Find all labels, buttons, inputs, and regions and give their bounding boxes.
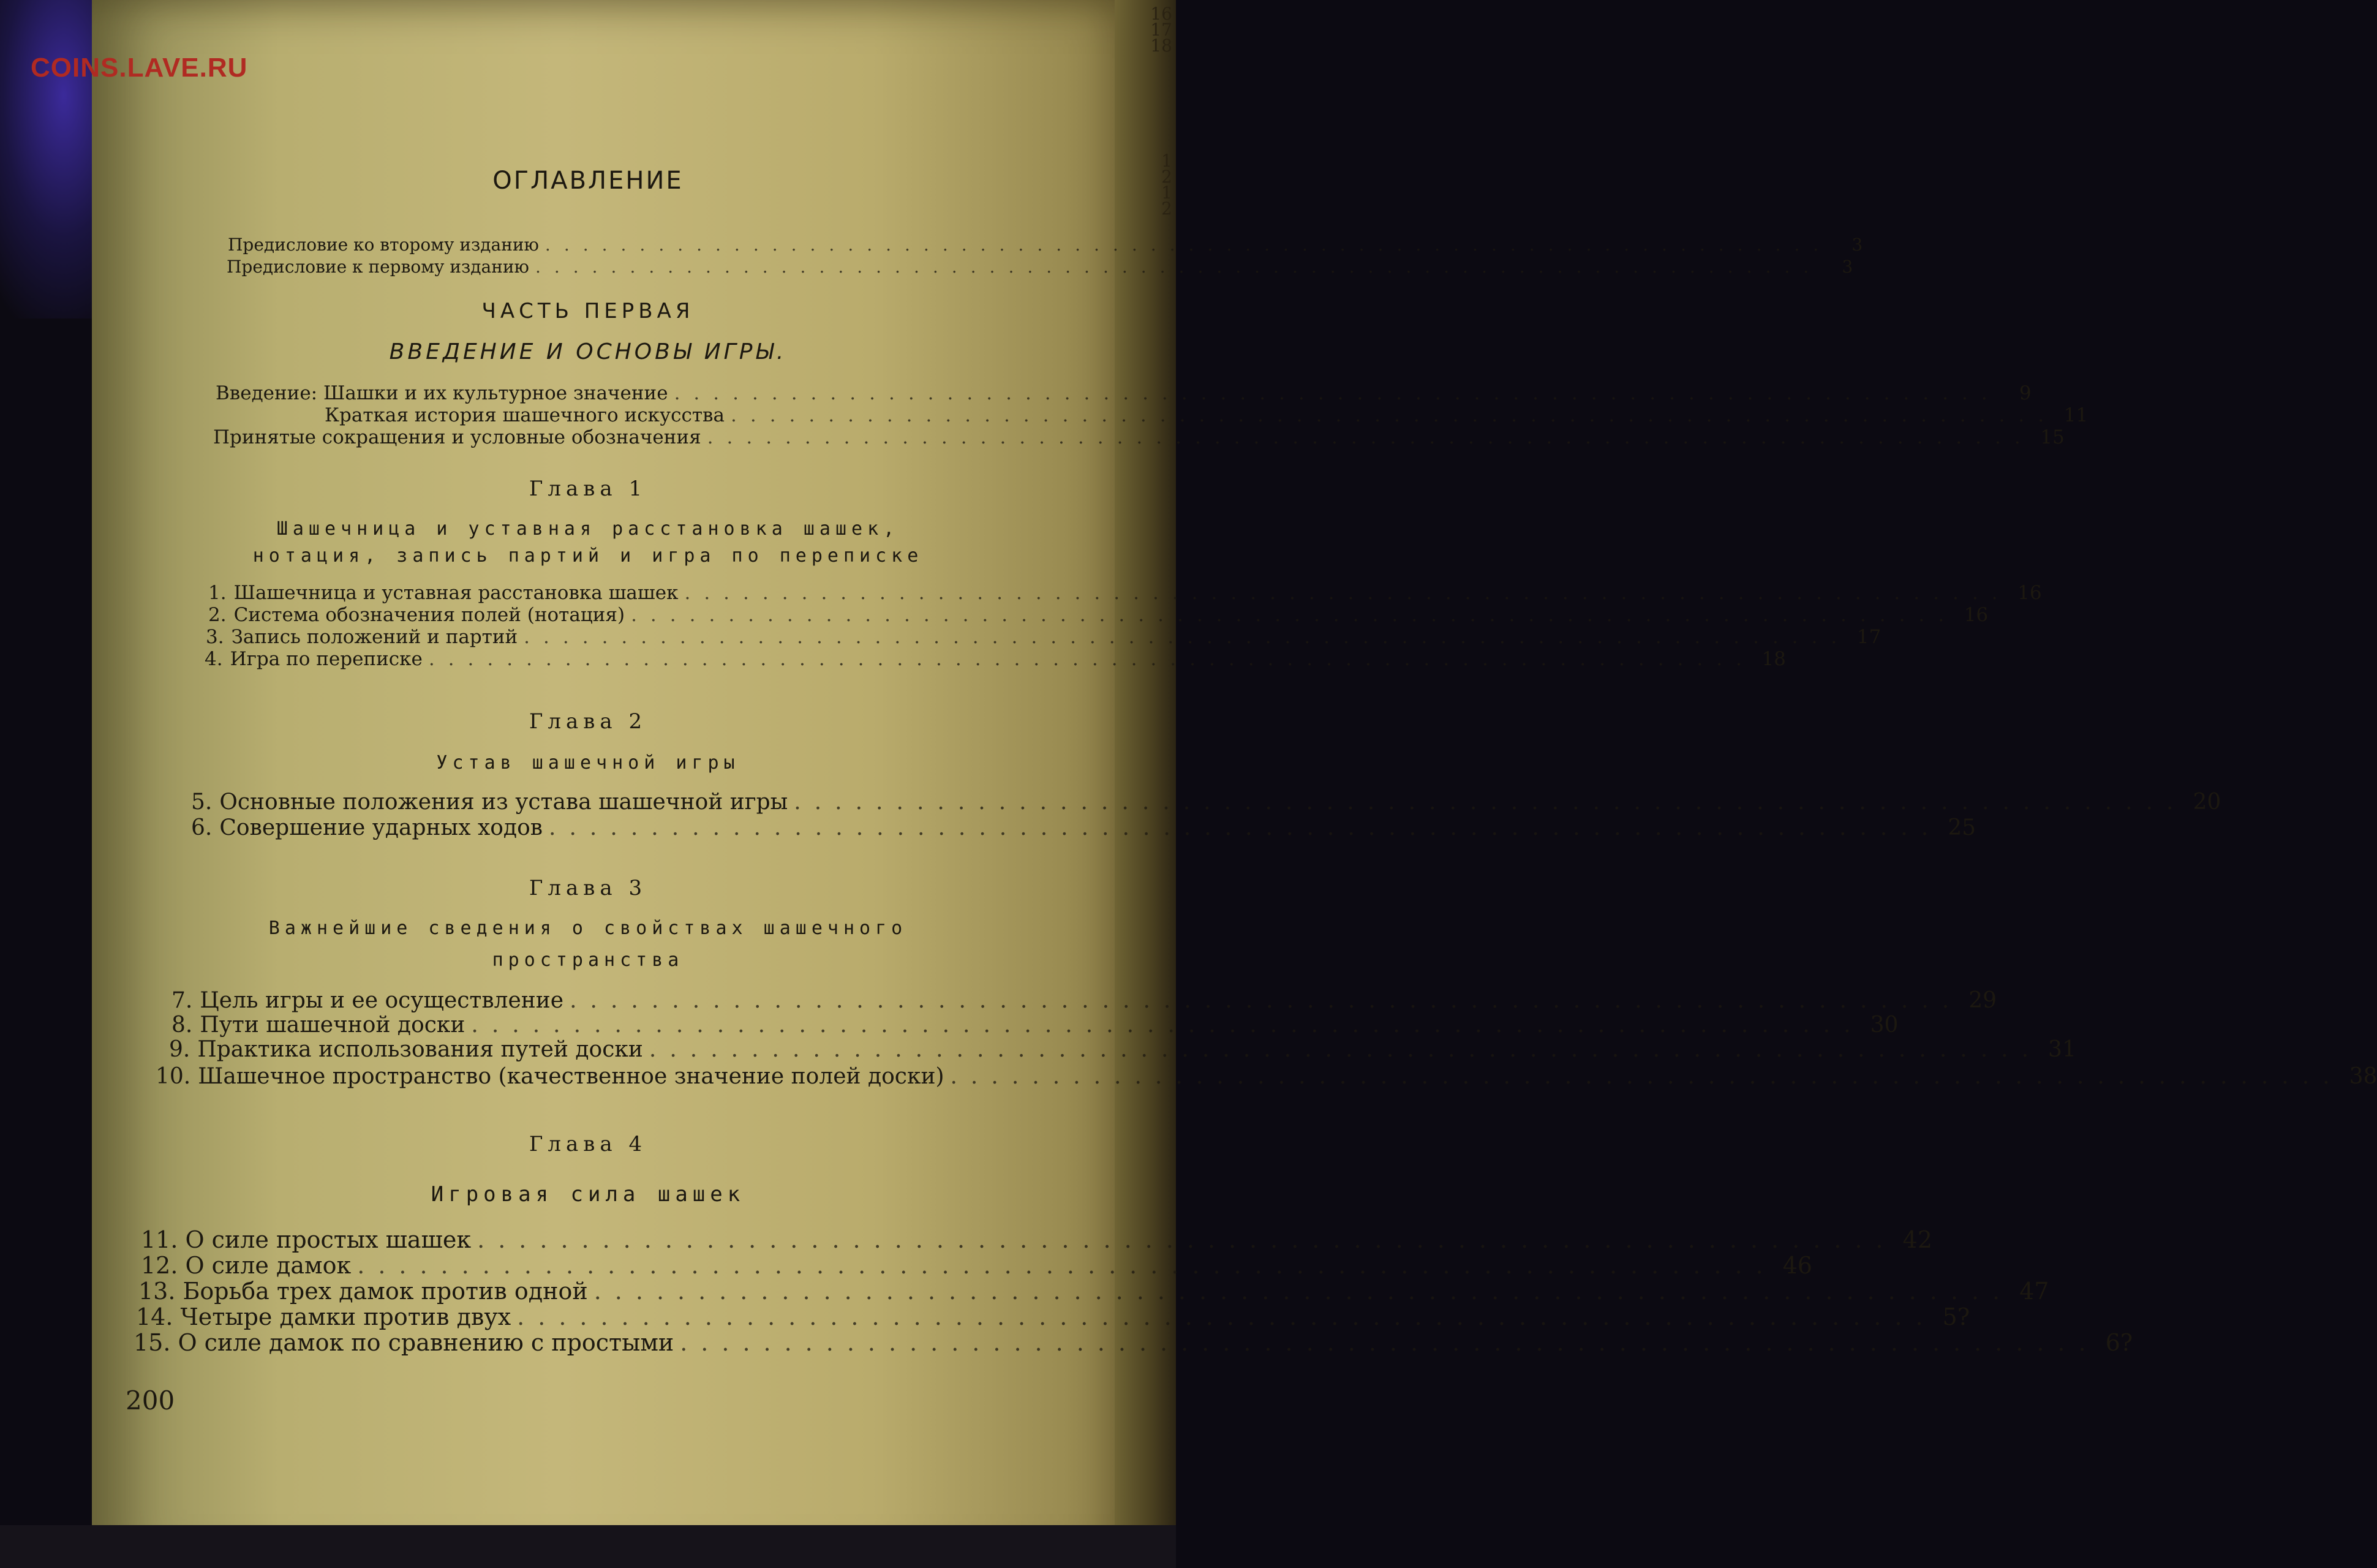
entry-page: 29 <box>1968 988 1997 1013</box>
entry-label: О силе дамок <box>185 1252 352 1279</box>
entry-number: 13. <box>138 1278 176 1305</box>
leader-dots: .................................................................... <box>950 1064 2343 1089</box>
edge-number: 2 <box>1161 198 1172 219</box>
entry-number: 3. <box>206 626 224 648</box>
toc-entry <box>171 987 1997 1014</box>
part-heading: ЧАСТЬ ПЕРВАЯ <box>481 299 695 323</box>
toc-entry <box>205 646 1786 673</box>
chapter-heading: Глава 1 <box>529 477 647 501</box>
leader-dots: .................................................................... <box>549 815 1942 840</box>
watermark: COINS.LAVE.RU <box>31 53 248 83</box>
entry-number: 6. <box>191 815 213 840</box>
edge-number: 1 <box>1161 183 1172 203</box>
leader-dots: .................................................................... <box>428 648 1755 670</box>
entry-page: 6? <box>2105 1329 2133 1356</box>
leader-dots: .................................................................... <box>517 1303 1937 1330</box>
leader-dots: .................................................................... <box>794 790 2187 815</box>
entry-number: 12. <box>141 1252 178 1279</box>
entry-page: 3 <box>1842 257 1853 277</box>
toc-entry <box>136 1303 1970 1330</box>
entry-label: Игра по переписке <box>230 648 423 670</box>
entry-page: 20 <box>2193 790 2221 815</box>
toc-entry <box>191 815 1976 842</box>
entry-label: Четыре дамки против двух <box>180 1303 511 1330</box>
entry-page: 25 <box>1948 815 1976 840</box>
edge-number: 2 <box>1161 167 1172 187</box>
entry-page: 16 <box>1964 604 1989 626</box>
page-number: 200 <box>126 1385 175 1415</box>
part-subtitle: ВВЕДЕНИЕ И ОСНОВЫ ИГРЫ. <box>389 339 787 364</box>
entry-page: 42 <box>1902 1226 1932 1253</box>
entry-number: 7. <box>171 988 193 1013</box>
toc-entry <box>191 789 2221 816</box>
entry-number: 2. <box>208 604 227 626</box>
entry-page: 9 <box>2019 382 2032 404</box>
entry-page: 18 <box>1761 648 1786 670</box>
leader-dots: .................................................................... <box>593 1278 2014 1305</box>
leader-dots: .................................................................... <box>535 257 1823 277</box>
edge-number: 18 <box>1150 36 1172 56</box>
entry-label: Введение: Шашки и их культурное значение <box>216 382 668 404</box>
edge-number: 16 <box>1150 4 1172 24</box>
entry-label: Цель игры и ее осуществление <box>200 988 564 1013</box>
entry-page: 46 <box>1782 1252 1812 1279</box>
toc-entry <box>141 1252 1812 1279</box>
entry-label: О силе дамок по сравнению с простыми <box>178 1329 674 1356</box>
entry-page: 15 <box>2040 426 2065 448</box>
chapter-title-line: Важнейшие сведения о свойствах шашечного <box>268 918 908 939</box>
entry-label: Система обозначения полей (нотация) <box>233 604 625 626</box>
leader-dots: .................................................................... <box>544 235 1833 255</box>
entry-label: Борьба трех дамок против одной <box>183 1278 588 1305</box>
entry-number: 5. <box>191 790 213 815</box>
toc-entry <box>138 1278 2049 1305</box>
toc-entry <box>213 424 2065 451</box>
entry-page: 31 <box>2048 1037 2076 1062</box>
entry-label: Шашечное пространство (качественное значение полей доски) <box>198 1064 944 1089</box>
edge-number: 17 <box>1150 20 1172 40</box>
entry-page: 30 <box>1870 1012 1899 1038</box>
leader-dots: .................................................................... <box>357 1252 1777 1279</box>
toc-title: ОГЛАВЛЕНИЕ <box>492 167 684 195</box>
entry-label: Практика использования путей доски <box>197 1037 643 1062</box>
entry-label: Шашечница и уставная расстановка шашек <box>233 582 679 604</box>
entry-page: 3 <box>1851 235 1863 255</box>
chapter-title-line: Устав шашечной игры <box>436 752 740 774</box>
chapter-heading: Глава 4 <box>529 1132 647 1156</box>
toc-entry <box>171 1012 1899 1039</box>
chapter-title-line: пространства <box>492 949 684 971</box>
entry-number: 8. <box>171 1012 193 1038</box>
leader-dots: .................................................................... <box>680 1329 2100 1356</box>
entry-label: Принятые сокращения и условные обозначения <box>213 426 701 448</box>
entry-label: Основные положения из устава шашечной игры <box>219 790 788 815</box>
leader-dots: .................................................................... <box>471 1012 1864 1038</box>
leader-dots: .................................................................... <box>477 1226 1897 1253</box>
toc-entry <box>134 1329 2133 1356</box>
entry-number: 14. <box>136 1303 173 1330</box>
entry-page: 17 <box>1856 626 1882 648</box>
entry-page: 5? <box>1942 1303 1970 1330</box>
entry-number: 1. <box>208 582 227 604</box>
entry-page: 11 <box>2063 404 2089 426</box>
toc-entry <box>227 254 1853 281</box>
leader-dots: .................................................................... <box>707 426 2034 448</box>
chapter-heading: Глава 2 <box>529 709 647 734</box>
toc-entry <box>141 1226 1932 1253</box>
leader-dots: .................................................................... <box>674 382 2001 404</box>
entry-page: 38 <box>2349 1064 2377 1089</box>
entry-label: Совершение ударных ходов <box>219 815 543 840</box>
entry-page: 47 <box>2019 1278 2049 1305</box>
entry-label: Предисловие к первому изданию <box>227 257 529 277</box>
leader-dots: .................................................................... <box>631 604 1958 626</box>
chapter-title-line: Шашечница и уставная расстановка шашек, <box>276 518 900 540</box>
toc-entry <box>156 1063 2377 1090</box>
entry-number: 4. <box>205 648 223 670</box>
leader-dots: .................................................................... <box>524 626 1851 648</box>
entry-page: 16 <box>2017 582 2042 604</box>
entry-number: 9. <box>169 1037 190 1062</box>
entry-label: Пути шашечной доски <box>200 1012 465 1038</box>
entry-label: Предисловие ко второму изданию <box>228 235 539 255</box>
entry-number: 10. <box>156 1064 191 1089</box>
leader-dots: .................................................................... <box>570 988 1963 1013</box>
chapter-title-line: нотация, запись партий и игра по переписке <box>252 545 924 567</box>
entry-label: О силе простых шашек <box>185 1226 472 1253</box>
leader-dots: .................................................................... <box>684 582 2011 604</box>
leader-dots: .................................................................... <box>730 404 2058 426</box>
edge-number: 1 <box>1161 151 1172 171</box>
chapter-title-line: Игровая сила шашек <box>431 1182 745 1207</box>
chapter-heading: Глава 3 <box>529 876 647 900</box>
entry-label: Краткая история шашечного искусства <box>325 404 725 426</box>
leader-dots: .................................................................... <box>649 1037 2043 1062</box>
toc-entry <box>169 1036 2076 1063</box>
entry-number: 11. <box>141 1226 178 1253</box>
entry-number: 15. <box>134 1329 171 1356</box>
entry-label: Запись положений и партий <box>231 626 518 648</box>
